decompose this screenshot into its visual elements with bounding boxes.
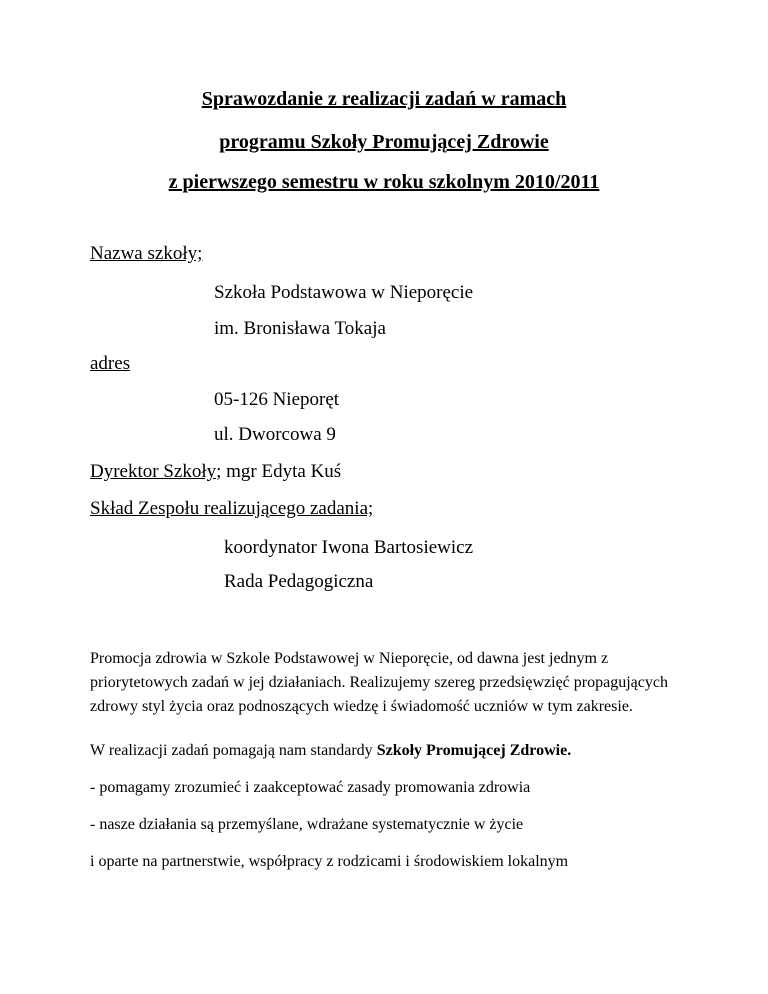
director-value: ; mgr Edyta Kuś (216, 461, 342, 482)
title-line-1: Sprawozdanie z realizacji zadań w ramach (201, 88, 567, 110)
standards-line (90, 742, 571, 760)
director-line (90, 461, 341, 483)
director-label: Dyrektor Szkoły (90, 461, 217, 482)
point-2: - nasze działania są przemyślane, wdrażane systematycznie w życie (90, 816, 524, 833)
address-line-1: 05-126 Nieporęt (214, 389, 340, 410)
address-line-2: ul. Dworcowa 9 (214, 424, 336, 445)
address-label: adres (90, 353, 131, 374)
point-1: - pomagamy zrozumieć i zaakceptować zasady promowania zdrowia (90, 779, 531, 796)
title-line-2: programu Szkoły Promującej Zdrowie (219, 131, 549, 153)
school-name-line-2: im. Bronisława Tokaja (214, 318, 386, 339)
team-member-coordinator: koordynator Iwona Bartosiewicz (224, 537, 474, 558)
team-member-council: Rada Pedagogiczna (224, 571, 374, 592)
intro-paragraph: Promocja zdrowia w Szkole Podstawowej w Nieporęcie, od dawna jest jednym z priorytetowych zadań w jej działaniach. Realizujemy szereg przedsięwzięć propagujących zdrowy styl życia oraz podnoszących wiedzę i świadomość uczniów w tym zakresie. (90, 650, 668, 715)
title-line-3: z pierwszego semestru w roku szkolnym 2010/2011 (168, 171, 600, 193)
school-name-line-1: Szkoła Podstawowa w Nieporęcie (214, 282, 474, 303)
standards-prefix: W realizacji zadań pomagają nam standardy (90, 742, 377, 759)
team-label: Skład Zespołu realizującego zadania; (90, 498, 374, 519)
school-name-label: Nazwa szkoły; (90, 243, 203, 264)
standards-bold: Szkoły Promującej Zdrowie. (376, 742, 572, 759)
point-3: i oparte na partnerstwie, współpracy z rodzicami i środowiskiem lokalnym (90, 853, 569, 870)
